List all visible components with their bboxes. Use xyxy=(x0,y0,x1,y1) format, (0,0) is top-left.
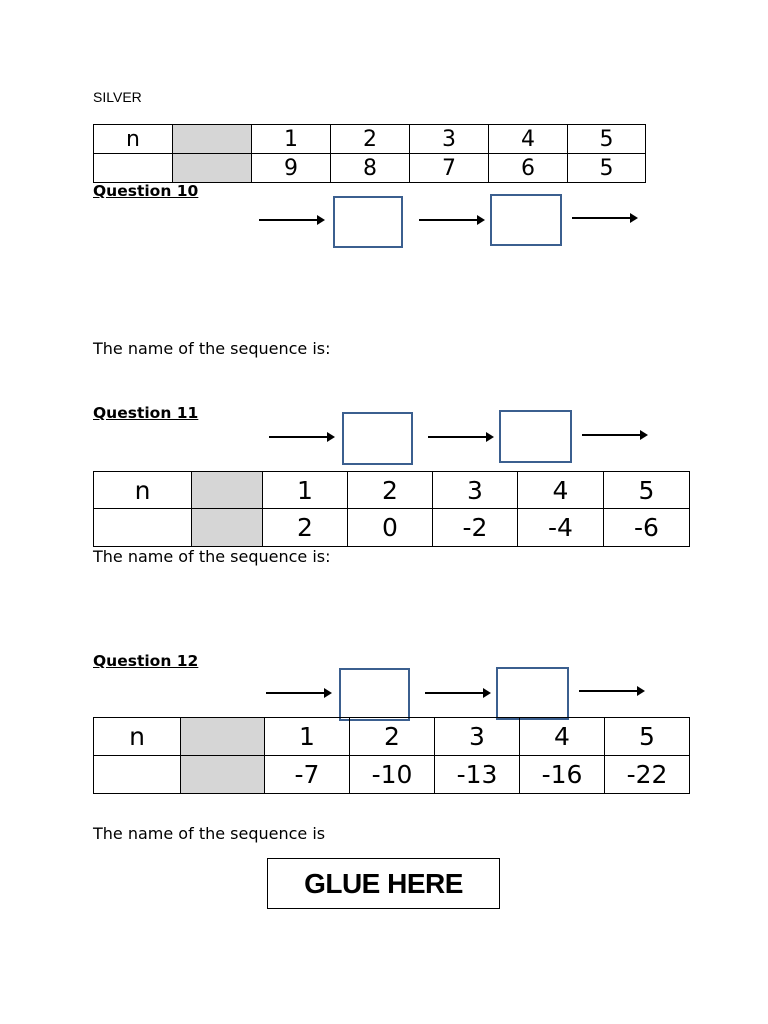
q10-term-2: 2 xyxy=(331,125,410,154)
q11-n-label: n xyxy=(94,472,192,509)
q12-term-4: 4 xyxy=(520,718,605,756)
q10-header-row xyxy=(94,125,646,154)
q11-value-1: 2 xyxy=(263,509,348,547)
q11-shaded-cell xyxy=(192,472,263,509)
q12-sequence-table xyxy=(93,717,690,794)
q12-value-5: -22 xyxy=(605,756,690,794)
q11-value-row xyxy=(94,509,690,547)
level-label: SILVER xyxy=(93,89,142,105)
q10-value-4: 6 xyxy=(489,154,568,183)
q12-term-1: 1 xyxy=(265,718,350,756)
q11-blank-cell xyxy=(94,509,192,547)
q10-term-1: 1 xyxy=(252,125,331,154)
q10-term-3: 3 xyxy=(410,125,489,154)
q10-sequence-table xyxy=(93,124,646,183)
q10-shaded-cell xyxy=(173,154,252,183)
q10-rule-box-1 xyxy=(333,196,403,248)
q12-arrow-mid xyxy=(425,692,489,694)
q12-term-3: 3 xyxy=(435,718,520,756)
q12-blank-cell xyxy=(94,756,181,794)
q12-n-label: n xyxy=(94,718,181,756)
q12-value-row xyxy=(94,756,690,794)
q11-value-5: -6 xyxy=(604,509,690,547)
q10-arrow-mid xyxy=(419,219,483,221)
q11-arrow-mid xyxy=(428,436,492,438)
q11-shaded-cell xyxy=(192,509,263,547)
q10-n-label: n xyxy=(94,125,173,154)
q11-term-1: 1 xyxy=(263,472,348,509)
glue-here-box xyxy=(267,858,500,909)
q10-term-5: 5 xyxy=(568,125,646,154)
q11-value-2: 0 xyxy=(348,509,433,547)
q12-value-2: -10 xyxy=(350,756,435,794)
q11-term-5: 5 xyxy=(604,472,690,509)
q10-rule-box-2 xyxy=(490,194,562,246)
q12-shaded-cell xyxy=(181,756,265,794)
q11-arrow-in xyxy=(269,436,333,438)
q12-rule-box-2 xyxy=(496,667,569,720)
q11-value-4: -4 xyxy=(518,509,604,547)
q10-caption: The name of the sequence is: xyxy=(93,339,331,358)
q12-term-2: 2 xyxy=(350,718,435,756)
q12-value-3: -13 xyxy=(435,756,520,794)
q11-term-2: 2 xyxy=(348,472,433,509)
q12-title: Question 12 xyxy=(93,652,199,670)
q12-rule-box-1 xyxy=(339,668,410,721)
q12-arrow-out xyxy=(579,690,643,692)
q11-rule-box-2 xyxy=(499,410,572,463)
q11-term-4: 4 xyxy=(518,472,604,509)
q11-header-row xyxy=(94,472,690,509)
q11-arrow-out xyxy=(582,434,646,436)
q10-shaded-cell xyxy=(173,125,252,154)
q10-arrow-in xyxy=(259,219,323,221)
q10-blank-cell xyxy=(94,154,173,183)
q11-rule-box-1 xyxy=(342,412,413,465)
glue-here-label: GLUE HERE xyxy=(304,867,463,899)
q12-value-4: -16 xyxy=(520,756,605,794)
q10-value-row xyxy=(94,154,646,183)
q10-value-3: 7 xyxy=(410,154,489,183)
q10-value-2: 8 xyxy=(331,154,410,183)
q12-caption: The name of the sequence is xyxy=(93,824,326,843)
q10-value-5: 5 xyxy=(568,154,646,183)
q11-value-3: -2 xyxy=(433,509,518,547)
q10-title: Question 10 xyxy=(93,182,199,200)
q10-arrow-out xyxy=(572,217,636,219)
q12-arrow-in xyxy=(266,692,330,694)
q11-term-3: 3 xyxy=(433,472,518,509)
q12-shaded-cell xyxy=(181,718,265,756)
q12-value-1: -7 xyxy=(265,756,350,794)
q11-sequence-table xyxy=(93,471,690,547)
q12-header-row xyxy=(94,718,690,756)
q10-term-4: 4 xyxy=(489,125,568,154)
q12-term-5: 5 xyxy=(605,718,690,756)
q10-value-1: 9 xyxy=(252,154,331,183)
q11-title: Question 11 xyxy=(93,404,199,422)
q11-caption: The name of the sequence is: xyxy=(93,547,331,566)
